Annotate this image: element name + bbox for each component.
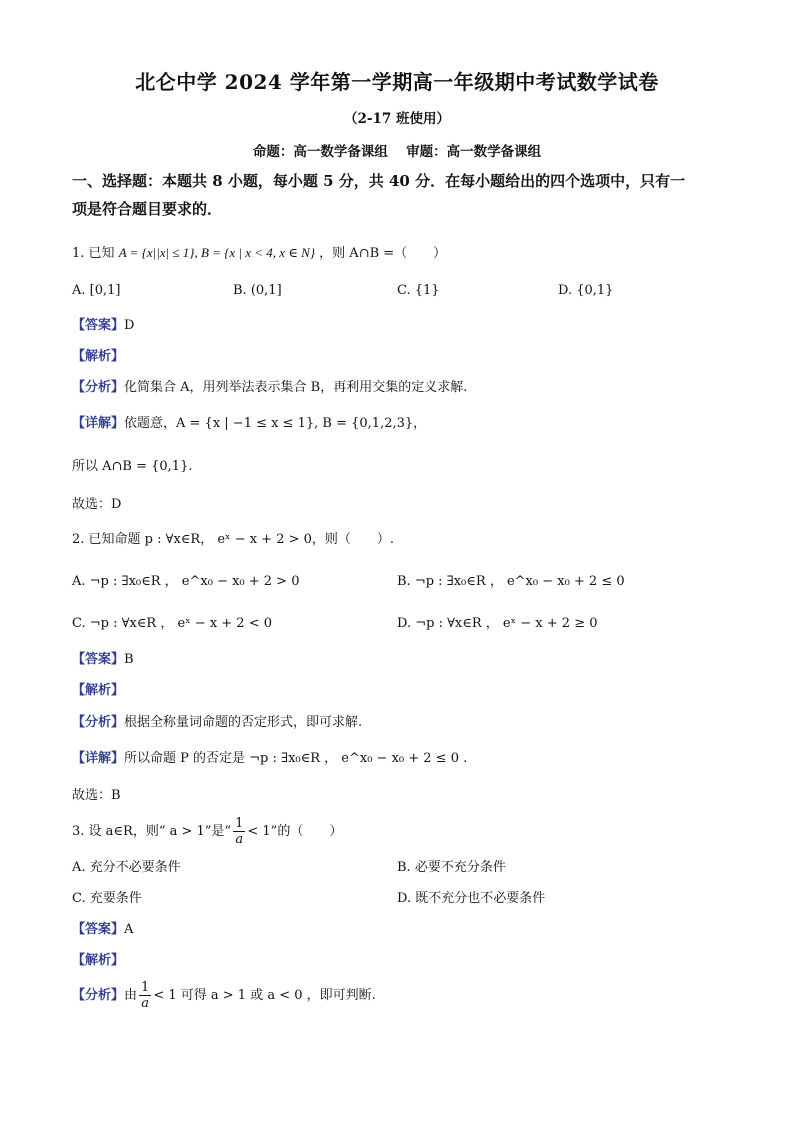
- q3-stem-b: < 1”的（ ）: [247, 824, 343, 839]
- answer-tag: 【答案】: [72, 318, 125, 333]
- answer-tag: 【答案】: [72, 922, 125, 937]
- q1-option-b: B. (0,1]: [233, 283, 282, 298]
- q3-option-a: A. 充分不必要条件: [72, 860, 181, 875]
- q1-option-a: A. [0,1]: [72, 283, 121, 298]
- fenxi-tag: 【分析】: [72, 380, 125, 395]
- q3-option-d: D. 既不充分也不必要条件: [397, 891, 546, 906]
- section-heading-line2: 项是符合题目要求的．: [72, 200, 223, 218]
- q2-option-a: A. ¬p : ∃x₀∈R ， e^x₀ − x₀ + 2 > 0: [72, 574, 300, 589]
- xiangjie-tag: 【详解】: [72, 751, 125, 766]
- q3-option-c: C. 充要条件: [72, 891, 142, 906]
- q3-stem-a: 3. 设 a∈R，则“ a > 1”是“: [72, 824, 232, 839]
- fenxi-tag: 【分析】: [72, 988, 125, 1003]
- q3-frac-num: 1: [235, 816, 244, 831]
- q2-answer: [72, 651, 134, 669]
- q2-xiangjie: [72, 750, 467, 768]
- q1-analysis-heading: [72, 348, 124, 366]
- q1-result: 所以 A∩B = {0,1}.: [72, 459, 193, 474]
- q2-choice: 故选：B: [72, 788, 121, 803]
- q1-option-d: D. {0,1}: [558, 283, 614, 298]
- q1-answer: [72, 317, 134, 335]
- question-2-stem: 2. 已知命题 p : ∀x∈R， eˣ − x + 2 > 0，则（ ）.: [72, 532, 395, 547]
- q3-fenxi-frac-den: a: [141, 996, 150, 1011]
- q1-fenxi: [72, 379, 467, 397]
- question-1-stem: [72, 244, 446, 263]
- q3-fenxi: [72, 980, 376, 1011]
- q2-analysis-heading: [72, 682, 124, 700]
- q2-answer-value: B: [124, 652, 134, 667]
- q3-option-b: B. 必要不充分条件: [397, 860, 506, 875]
- q3-fraction: [233, 816, 245, 847]
- q3-answer-value: A: [124, 922, 134, 937]
- fenxi-tag: 【分析】: [72, 715, 125, 730]
- q2-fenxi: [72, 714, 362, 732]
- q1-ask: ，则 A∩B =（ ）: [319, 246, 447, 261]
- page-subtitle: （2-17 班使用）: [344, 111, 450, 127]
- analysis-tag: 【解析】: [72, 349, 125, 364]
- q1-choice: 故选：D: [72, 497, 122, 512]
- q2-option-c: C. ¬p : ∀x∈R ， eˣ − x + 2 < 0: [72, 616, 273, 631]
- answer-tag: 【答案】: [72, 652, 125, 667]
- q2-fenxi-text: 根据全称量词命题的否定形式，即可求解.: [124, 715, 363, 730]
- question-3-stem: [72, 816, 342, 847]
- section-heading-line1: 一、选择题：本题共 8 小题，每小题 5 分，共 40 分．在每小题给出的四个选项中，只有一: [72, 172, 686, 190]
- xiangjie-tag: 【详解】: [72, 416, 125, 431]
- q2-xiangjie-text: 所以命题 P 的否定是 ¬p : ∃x₀∈R ， e^x₀ − x₀ + 2 ≤ 0 .: [124, 751, 468, 766]
- q1-prefix: 1. 已知: [72, 246, 115, 261]
- q3-fenxi-frac-num: 1: [141, 980, 150, 995]
- q1-answer-value: D: [124, 318, 135, 333]
- q1-sets: A = {x||x| ≤ 1}, B = {x | x < 4, x ∈ N}: [118, 245, 316, 260]
- q3-answer: [72, 921, 133, 939]
- q3-frac-den: a: [235, 832, 244, 847]
- q3-fenxi-b: < 1 可得 a > 1 或 a < 0 ，即可判断.: [153, 988, 376, 1003]
- q3-fenxi-a: 由: [124, 988, 138, 1003]
- q1-xiangjie: [72, 415, 426, 433]
- q1-fenxi-text: 化简集合 A，用列举法表示集合 B，再利用交集的定义求解.: [124, 380, 468, 395]
- q2-option-b: B. ¬p : ∃x₀∈R ， e^x₀ − x₀ + 2 ≤ 0: [397, 574, 625, 589]
- q3-fenxi-fraction: [139, 980, 151, 1011]
- page-title: 北仑中学 2024 学年第一学期高一年级期中考试数学试卷: [135, 70, 659, 94]
- authors-line: 命题：高一数学备课组 审题：高一数学备课组: [252, 144, 542, 160]
- analysis-tag: 【解析】: [72, 683, 125, 698]
- q3-analysis-heading: [72, 952, 124, 970]
- q1-xiangjie-text: 依题意，A = {x | −1 ≤ x ≤ 1}, B = {0,1,2,3}，: [124, 416, 427, 431]
- q2-option-d: D. ¬p : ∀x∈R ， eˣ − x + 2 ≥ 0: [397, 616, 598, 631]
- analysis-tag: 【解析】: [72, 953, 125, 968]
- q1-option-c: C. {1}: [397, 283, 440, 298]
